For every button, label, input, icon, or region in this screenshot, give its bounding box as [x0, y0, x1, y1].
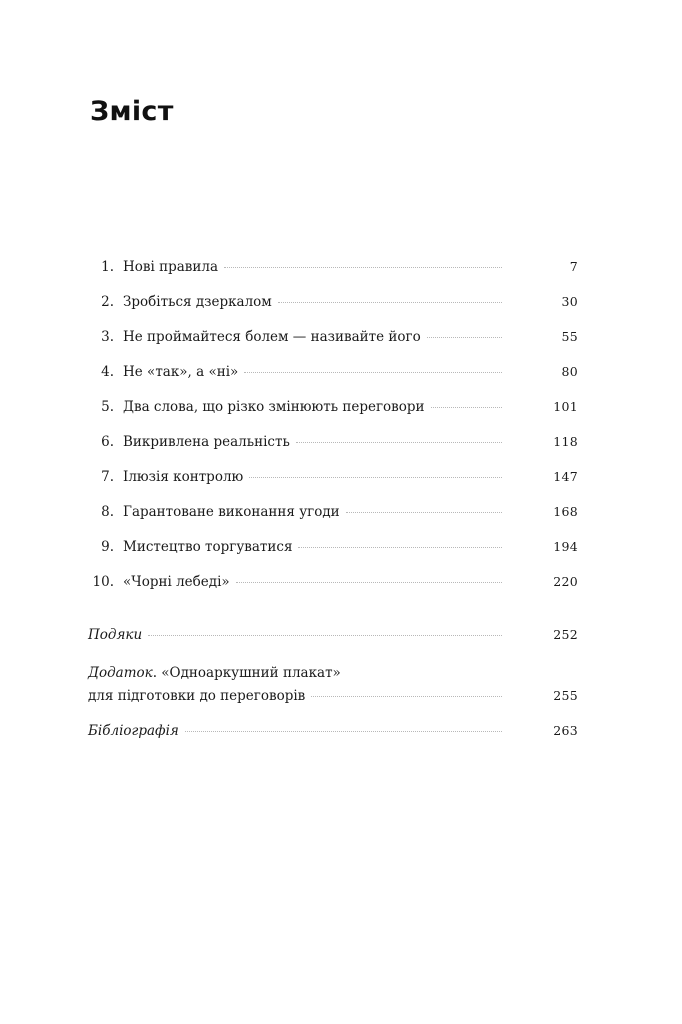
toc-entry[interactable] — [88, 469, 578, 491]
page-number: 118 — [553, 434, 578, 449]
toc-entry[interactable] — [88, 294, 578, 316]
chapter-number: 8. — [101, 504, 114, 520]
dot-leader — [431, 406, 502, 408]
appendix-label: Додаток — [88, 665, 153, 681]
toc-entry[interactable] — [88, 399, 578, 421]
toc-entry[interactable] — [88, 329, 578, 351]
page-number: 30 — [561, 294, 578, 309]
dot-leader — [236, 581, 502, 583]
toc-entry-bibliography[interactable] — [88, 723, 578, 745]
chapter-title: Гарантоване виконання угоди — [123, 504, 340, 520]
dot-leader — [244, 371, 502, 373]
page-number: 168 — [553, 504, 578, 519]
page-number: 255 — [553, 688, 578, 703]
chapter-title: Не проймайтеся болем — називайте його — [123, 329, 421, 345]
chapter-title: Нові правила — [123, 259, 219, 275]
page-number: 263 — [553, 723, 578, 738]
appendix-title-rest: . «Одноаркушний плакат» — [152, 665, 341, 681]
chapter-title: Не «так», а «ні» — [123, 364, 239, 380]
page-number: 147 — [553, 469, 578, 484]
toc-entry[interactable] — [88, 539, 578, 561]
dot-leader — [224, 266, 502, 268]
chapter-title: Зробіться дзеркалом — [123, 294, 272, 310]
dot-leader — [249, 476, 502, 478]
toc-entry[interactable] — [88, 434, 578, 456]
acknowledgments-title: Подяки — [88, 627, 143, 643]
appendix-title-line2: для підготовки до переговорів — [88, 688, 306, 704]
dot-leader — [298, 546, 502, 548]
chapter-number: 5. — [101, 399, 114, 415]
dot-leader — [346, 511, 502, 513]
toc-entry[interactable] — [88, 364, 578, 386]
toc-entry-acknowledgments[interactable] — [88, 627, 578, 649]
chapter-number: 9. — [101, 539, 114, 555]
chapter-title: Два слова, що різко змінюють переговори — [123, 399, 425, 415]
dot-leader — [296, 441, 502, 443]
chapter-number: 1. — [101, 259, 114, 275]
page-number: 220 — [553, 574, 578, 589]
chapter-title: Викривлена реальність — [123, 434, 290, 450]
chapter-number: 7. — [101, 469, 114, 485]
toc-entry-appendix[interactable] — [88, 688, 578, 710]
chapter-number: 3. — [101, 329, 114, 345]
page-number: 55 — [561, 329, 578, 344]
page-number: 80 — [561, 364, 578, 379]
chapter-title: Мистецтво торгуватися — [123, 539, 293, 555]
toc-entry[interactable] — [88, 574, 578, 596]
dot-leader — [278, 301, 502, 303]
toc-entry[interactable] — [88, 259, 578, 281]
chapter-number: 2. — [101, 294, 114, 310]
chapter-title: «Чорні лебеді» — [123, 574, 230, 590]
chapter-number: 4. — [101, 364, 114, 380]
page-number: 252 — [553, 627, 578, 642]
page-number: 101 — [553, 399, 578, 414]
dot-leader — [148, 634, 502, 636]
page-number: 7 — [569, 259, 578, 274]
chapter-number: 6. — [101, 434, 114, 450]
chapter-number: 10. — [92, 574, 114, 590]
bibliography-title: Бібліографія — [88, 723, 179, 739]
chapter-title: Ілюзія контролю — [123, 469, 244, 485]
dot-leader — [185, 730, 502, 732]
dot-leader — [311, 695, 502, 697]
dot-leader — [427, 336, 502, 338]
appendix-title-line1[interactable] — [88, 665, 341, 681]
page-title: Зміст — [90, 96, 174, 127]
toc-entry[interactable] — [88, 504, 578, 526]
page-number: 194 — [553, 539, 578, 554]
